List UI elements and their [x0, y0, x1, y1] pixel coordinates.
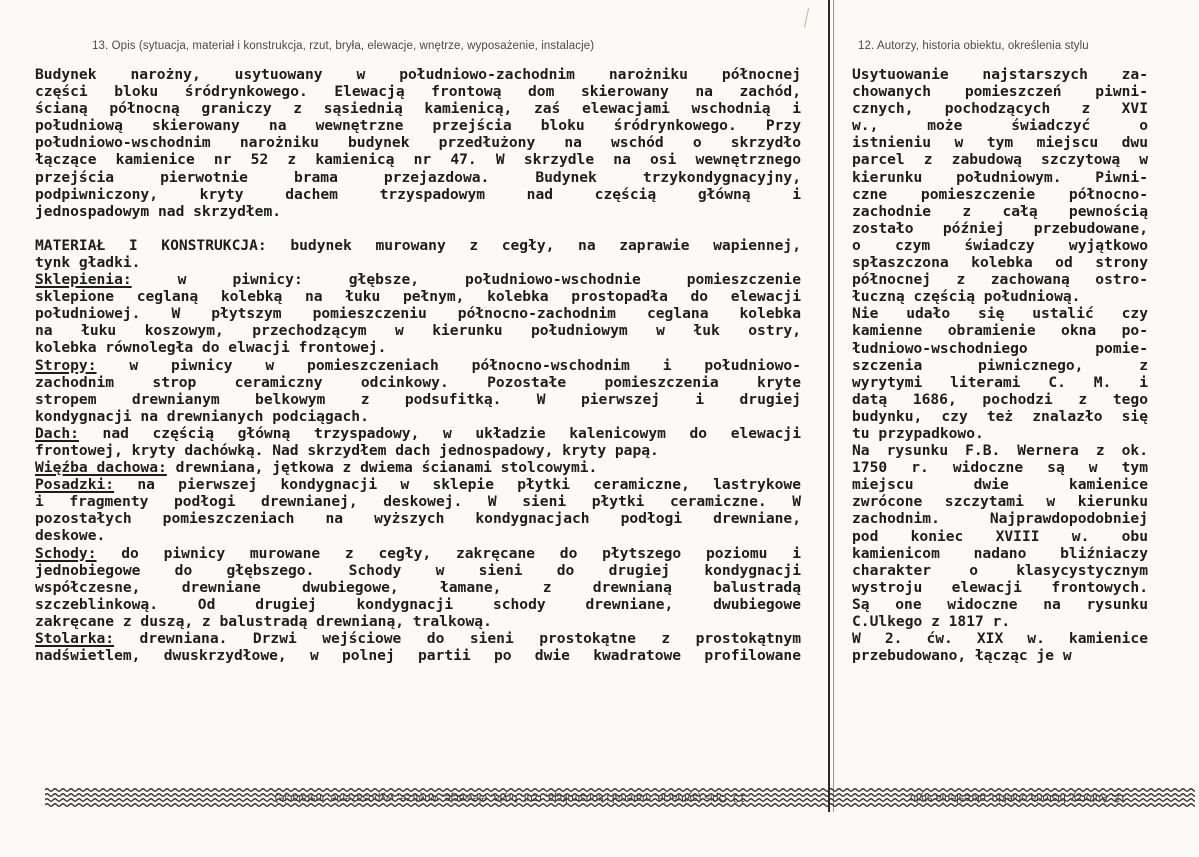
- paragraph-gap: [35, 220, 801, 237]
- text-line: budynku, czy też znalazło się: [852, 407, 1148, 425]
- text-line: Stolarka: drewniana. Drzwi wejściowe do sieni prostokątne z prostokątnym: [35, 630, 801, 647]
- text-line: kamienicom nadano bliźniaczy: [852, 544, 1148, 562]
- text-line: o czym świadczy wyjątkowo: [852, 236, 1148, 254]
- wiezba-label: Więźba dachowa:: [35, 459, 167, 477]
- text-line: południową skierowany na wewnętrzne przejścia bloku śródrynkowego. Przy: [35, 117, 801, 135]
- text-line: południowej. W płytszym pomieszczeniu północno-zachodnim ceglana kolebka: [35, 305, 801, 323]
- text-line: pozostałych pomieszczeniach na wyższych kondygnacjach podłogi drewniane,: [35, 510, 801, 528]
- material-label: MATERIAŁ I KONSTRUKCJA:: [35, 236, 267, 254]
- wave-line: [45, 789, 1195, 792]
- stolarka-label: Stolarka:: [35, 630, 115, 647]
- text-line: współczesne, drewniane dwubiegowe, łamane, z drewnianą balustradą: [35, 578, 801, 596]
- text-line: Usytuowanie najstarszych za-: [852, 66, 1148, 83]
- text-line: Sklepienia: w piwnicy: głębsze, południowo-wschodnie pomieszczenie: [35, 271, 801, 289]
- posadzki-label: Posadzki:: [35, 476, 115, 494]
- text-line: zachodnie z całą pewnością: [852, 202, 1148, 220]
- text-line: przejścia pierwotnie brama przejazdowa. Budynek trzykondygnacyjny,: [35, 168, 801, 186]
- text-line: Więźba dachowa: drewniana, jętkowa z dwiema ścianami stolcowymi.: [35, 459, 598, 477]
- text-line: jednobiegowe do głębszego. Schody w sieni do drugiej kondygnacji: [35, 561, 801, 579]
- text-line: sklepione ceglaną kolebką na łuku pełnym, kolebka prostopadła do elewacji: [35, 288, 801, 306]
- text-line: Dach: nad częścią główną trzyspadowy, w układzie kalenicowym do elewacji: [35, 424, 801, 442]
- text-line: frontowej, kryty dachówką. Nad skrzydłem dach jednospadowy, kryty papą.: [35, 441, 659, 459]
- text-line: Na rysunku F.B. Wernera z ok.: [852, 442, 1148, 460]
- text-line: łuczną częścią południową.: [852, 288, 1081, 306]
- section-12-header: 12. Autorzy, historia obiektu, określenia stylu: [858, 40, 1089, 52]
- text-line: zakręcane z duszą, z balustradą drewnianą, tralkową.: [35, 612, 492, 630]
- text-line: MATERIAŁ I KONSTRUKCJA: budynek murowany z cegły, na zaprawie wapiennej,: [35, 236, 801, 254]
- text-line: południowo-wschodnim narożniku budynek przedłużony na wschód o skrzydło: [35, 134, 801, 152]
- text-line: szczeblinkową. Od drugiej kondygnacji schody drewniane, dwubiegowe: [35, 595, 801, 613]
- text-line: szczenia piwnicznego, z: [852, 356, 1148, 374]
- text-line: tu przypadkowo.: [852, 424, 984, 442]
- text-line: kondygnacji na drewnianych podciągach.: [35, 407, 369, 425]
- text-line: deskowe.: [35, 527, 106, 545]
- text-line: miejscu dwie kamienice: [852, 476, 1148, 494]
- text-line: wystroju elewacji frontowych.: [852, 578, 1148, 596]
- text-line: kolebka równoległa do elwacji frontowej.: [35, 339, 387, 357]
- text-line: Schody: do piwnicy murowane z cegły, zakręcane do płytszego poziomu i: [35, 544, 801, 562]
- footer-mirrored-label-left: 13. Opis (sytuacja, materiał i konstrukcja, rzut, bryła, elewacje, wnętrze, wyposażenie, instalacje): [274, 792, 746, 804]
- text-line: parcel z zabudową szczytową w: [852, 151, 1148, 169]
- text-line: Posadzki: na pierwszej kondygnacji w sklepie płytki ceramiczne, lastrykowe: [35, 476, 801, 494]
- dach-label: Dach:: [35, 424, 79, 442]
- text-line: północnej z zachowaną ostro-: [852, 271, 1148, 289]
- text-line: zachodnim. Najprawdopodobniej: [852, 510, 1148, 528]
- text-line: W 2. ćw. XIX w. kamienice: [852, 630, 1148, 648]
- text-line: chowanych pomieszczeń piwni-: [852, 83, 1148, 101]
- wave-line: [45, 804, 1195, 807]
- schody-label: Schody:: [35, 544, 97, 562]
- text-line: i fragmenty podłogi drewnianej, deskowej. W sieni płytki ceramiczne. W: [35, 493, 801, 511]
- description-column: [35, 66, 801, 664]
- text-line: zachodnim strop ceramiczny odcinkowy. Pozostałe pomieszczenia kryte: [35, 373, 801, 391]
- text-line: przebudowano, łącząc je w: [852, 647, 1072, 665]
- column-divider-shadow: [833, 0, 834, 812]
- text-line: datą 1686, pochodzi z tego: [852, 390, 1148, 408]
- text-line: stropem drewnianym belkowym z podsufitką. W pierwszej i drugiej: [35, 390, 801, 408]
- text-line: spłaszczona kolebka od strony: [852, 254, 1148, 272]
- text-line: nadświetlem, dwuskrzydłowe, w polnej partii po dwie kwadratowe profilowane: [35, 647, 801, 665]
- pen-mark: [804, 8, 809, 28]
- stropy-label: Stropy:: [35, 356, 97, 374]
- column-divider: [828, 0, 830, 812]
- text-line: na łuku koszowym, przechodzącym w kierunku południowym w łuk ostry,: [35, 322, 801, 340]
- text-line: kamienne obramienie okna po-: [852, 322, 1148, 340]
- text-line: Są one widoczne na rysunku: [852, 595, 1148, 613]
- text-line: zwrócone szczytami w kierunku: [852, 493, 1148, 511]
- text-line: cznych, pochodzących z XVI: [852, 100, 1148, 118]
- text-line: łudniowo-wschodniego pomie-: [852, 339, 1148, 357]
- text-line: jednospadowym nad skrzydłem.: [35, 202, 282, 220]
- text-line: Budynek narożny, usytuowany w południowo-zachodnim narożniku północnej: [35, 66, 801, 83]
- text-line: w., może świadczyć o: [852, 117, 1148, 135]
- text-line: łączące kamienice nr 52 z kamienicą nr 47. W skrzydle na osi wewnętrznego: [35, 151, 801, 169]
- text-line: tynk gładki.: [35, 253, 141, 271]
- text-line: C.Ulkego z 1817 r.: [852, 613, 1011, 630]
- footer-mirrored-label-right: 12. Autorzy, historia obiektu, określenia stylu: [909, 792, 1127, 804]
- text-line: istnieniu w tym miejscu dwu: [852, 134, 1148, 152]
- text-line: ścianą północną graniczy z sąsiednią kamienicą, zaś elewacjami wschodnią i: [35, 100, 801, 118]
- sklepienia-label: Sklepienia:: [35, 271, 132, 289]
- text-line: Nie udało się ustalić czy: [852, 305, 1148, 323]
- text-line: wyrytymi literami C. M. i: [852, 373, 1148, 391]
- text-line: części bloku śródrynkowego. Elewacją frontową dom skierowany na zachód,: [35, 83, 801, 101]
- text-line: Stropy: w piwnicy w pomieszczeniach północno-wschodnim i południowo-: [35, 356, 801, 374]
- text-line: kierunku południowym. Piwni-: [852, 168, 1148, 186]
- text-line: zostało później przebudowane,: [852, 219, 1148, 237]
- text-line: pod koniec XVIII w. obu: [852, 527, 1148, 545]
- text-line: charakter o klasycystycznym: [852, 561, 1148, 579]
- text-line: czne pomieszczenie północno-: [852, 185, 1148, 203]
- text-line: 1750 r. widoczne są w tym: [852, 459, 1148, 477]
- history-column: [852, 66, 1148, 664]
- section-13-header: 13. Opis (sytuacja, materiał i konstrukcja, rzut, bryła, elewacje, wnętrze, wyposażenie, instalacje): [92, 40, 595, 52]
- text-line: podpiwniczony, kryty dachem trzyspadowym nad częścią główną i: [35, 185, 801, 203]
